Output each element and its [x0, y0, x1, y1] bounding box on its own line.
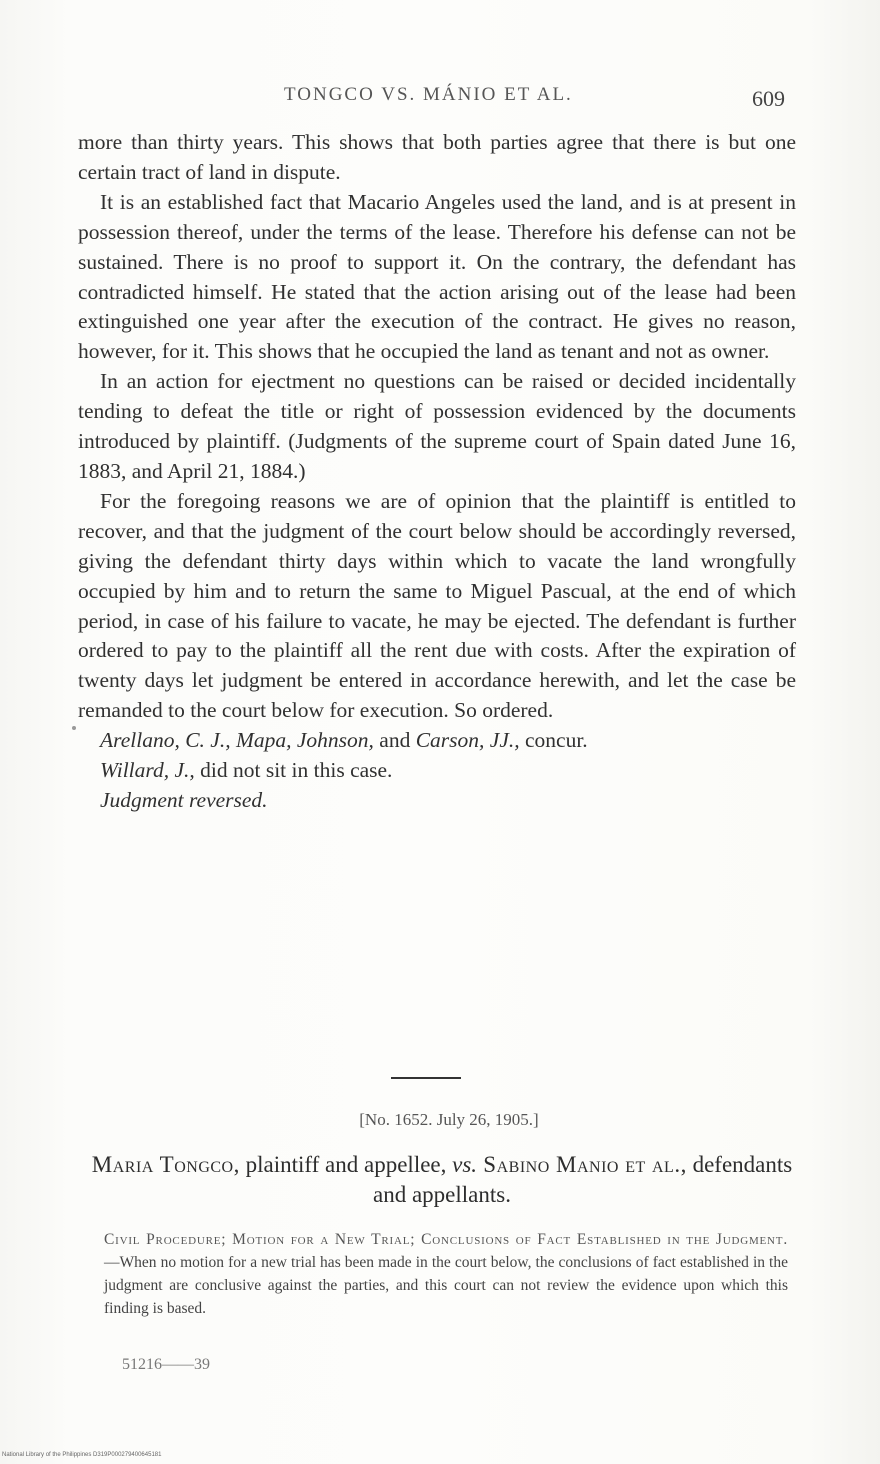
plaintiff-role: plaintiff and appellee, [239, 1152, 453, 1177]
concur-and: and [373, 728, 416, 753]
page-number: 609 [752, 86, 785, 111]
running-title: TONGCO VS. MÁNIO ET AL. [284, 84, 573, 105]
opinion-body [78, 128, 796, 816]
defendant-name: Sabino Manio et al., [477, 1152, 687, 1177]
paragraph-ejectment: In an action for ejectment no questions can be raised or decided incidentally tending to defeat the title or right of possession evidenced by the documents introduced by plaintiff. (Judgments of the supreme court of Spain dated June 16, 1883, and April 21, 1884.) [78, 369, 796, 483]
headnote-topics: Civil Procedure; Motion for a New Trial; Conclusions of Fact Established in the Judgment. [104, 1231, 788, 1248]
versus: vs. [452, 1152, 478, 1177]
margin-mark [72, 726, 76, 730]
syllabus-headnote [104, 1228, 788, 1320]
running-head [0, 84, 880, 114]
concurring-last-justice: Carson, JJ., [415, 728, 520, 753]
concurring-justices: Arellano, C. J., Mapa, Johnson, [100, 728, 374, 753]
concur-tail: concur. [519, 728, 588, 753]
signature-mark: 51216——39 [122, 1356, 210, 1373]
concurrence-line [78, 726, 796, 756]
paragraph-established-fact: It is an established fact that Macario Angeles used the land, and is at present in possession thereof, under the terms of the lease. Therefore his defense can not be sustained. There is no proof to support it. On the contrary, the defendant has contradicted himself. He stated that the action arising out of the lease had been extinguished one year after the execution of the contract. He gives no reason, however, for it. This shows that he occupied the land as tenant and not as owner. [78, 189, 796, 364]
plaintiff-name: Maria Tongco, [91, 1152, 240, 1177]
non-participation-line [78, 756, 796, 786]
paragraph-continuation: more than thirty years. This shows that both parties agree that there is but one certain tract of land in dispute. [78, 130, 796, 184]
section-divider [391, 1077, 461, 1079]
defendant-role: defendants and appellants. [373, 1152, 793, 1207]
willard-tail: did not sit in this case. [194, 758, 393, 783]
case-title [86, 1150, 798, 1210]
headnote-text: —When no motion for a new trial has been made in the court below, the conclusions of fact established in the judgment are conclusive against the parties, and this court can not review the evidence upon which this finding is based. [104, 1254, 788, 1317]
judgment-line: Judgment reversed. [100, 787, 268, 812]
case-number-date: [No. 1652. July 26, 1905.] [359, 1110, 539, 1129]
paragraph-disposition: For the foregoing reasons we are of opinion that the plaintiff is entitled to recover, and that the judgment of the court below should be accordingly reversed, giving the defendant thirty days within which to vacate the land wrongfully occupied by him and to return the same to Miguel Pascual, at the end of which period, in case of his failure to vacate, he may be ejected. The defendant is further ordered to pay to the plaintiff all the rent due with costs. After the expiration of twenty days let judgment be entered in accordance herewith, and let the case be remanded to the court below for execution. So ordered. [78, 488, 796, 723]
willard-name: Willard, J., [100, 758, 195, 783]
footer-library-stamp: National Library of the Philippines D319P000279400645181 [2, 1452, 162, 1458]
